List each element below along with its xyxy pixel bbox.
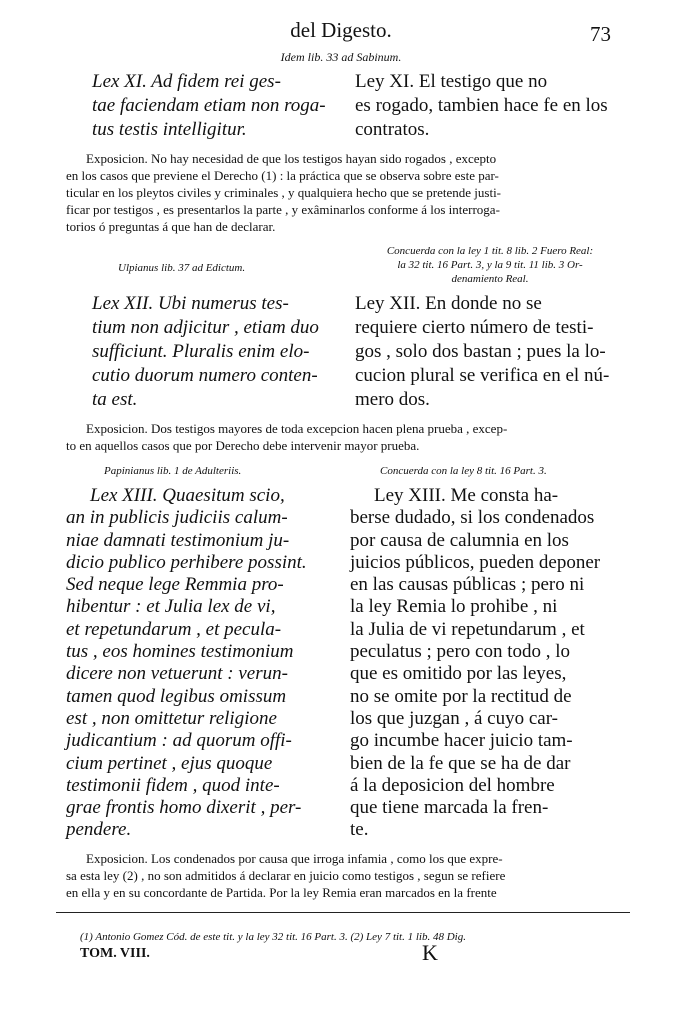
text-line: berse dudado, si los condenados [350,507,595,529]
text-line: Exposicion. Los condenados por causa que irroga infamia , como los que expre- [86,851,503,866]
exposicion-2 [66,420,507,454]
text-line: Lex XI. Ad fidem rei ges- [92,71,281,92]
lex12-latin [92,292,319,412]
text-line: á la deposicion del hombre [350,774,555,796]
text-line: judicantium : ad quorum offi- [66,730,292,752]
gathering-mark: K [422,940,438,965]
text-line: cucion plural se verifica en el nú- [355,365,610,386]
text-line: por causa de calumnia en los [350,529,569,551]
footnote-rule [56,912,630,913]
text-line: et repetundarum , et pecula- [66,618,282,640]
text-line: Sed neque lege Remmia pro- [66,574,284,596]
ley11-spanish [355,70,608,142]
text-line: cutio duorum numero conten- [92,365,318,386]
text-line: que tiene marcada la fren- [350,797,549,819]
text-line: go incumbe hacer juicio tam- [350,730,573,752]
text-line: bien de la fe que se ha de dar [350,752,571,774]
text-line: contratos. [355,119,430,140]
text-line: tus , eos homines testimonium [66,641,294,663]
text-line: que es omitido por las leyes, [350,663,567,685]
text-line: en las causas públicas ; pero ni [350,574,585,596]
text-line: la 32 tit. 16 Part. 3, y la 9 tit. 11 lib. 3 Or- [397,259,583,271]
text-line: tium non adjicitur , etiam duo [92,317,319,338]
text-line: est , non omittetur religione [66,707,277,729]
text-line: testimonii fidem , quod inte- [66,774,280,796]
text-line: pendere. [66,819,132,841]
text-line: Ley XIII. Me consta ha- [374,485,559,506]
text-line: ta est. [92,389,138,410]
running-header: del Digesto. [290,18,392,42]
text-line: dicio publico perhibere possint. [66,551,307,573]
text-line: sufficiunt. Pluralis enim elo- [92,341,310,362]
text-line: la Julia de vi repetundarum , et [350,618,585,640]
text-line: gos , solo dos bastan ; pues la lo- [355,341,606,362]
text-line: dicere non vetuerunt : verun- [66,663,288,685]
text-line: niae damnati testimonium ju- [66,529,290,551]
text-line: peculatus ; pero con todo , lo [350,641,571,663]
text-line: grae frontis homo dixerit , per- [66,797,302,819]
text-line: ficar por testigos , es presentarlos la parte , y exâminarlos conforme á los interroga- [66,202,500,217]
text-line: Exposicion. Dos testigos mayores de toda excepcion hacen plena prueba , excep- [86,421,508,436]
citation-papinianus: Papinianus lib. 1 de Adulteriis. [104,465,242,477]
text-line: mero dos. [355,389,430,410]
text-line: an in publicis judiciis calum- [66,507,288,529]
text-line: Lex XIII. Quaesitum scio, [90,485,285,506]
lex13-latin [66,485,307,842]
volume-signature: TOM. VIII. [80,946,150,961]
citation-idem: Idem lib. 33 ad Sabinum. [280,50,402,64]
text-line: requiere cierto número de testi- [355,317,594,338]
text-line: juicios públicos, pueden deponer [350,551,601,573]
text-line: en los casos que previene el Derecho (1) : la práctica que se observa sobre este par- [66,168,499,183]
text-line: hibentur : et Julia lex de vi, [66,596,276,618]
concordance-12 [355,244,625,286]
text-line: te. [350,819,369,841]
text-line: es rogado, tambien hace fe en los [355,95,608,116]
exposicion-1 [66,150,501,235]
text-line: to en aquellos casos que por Derecho debe intervenir mayor prueba. [66,438,420,453]
text-line: Exposicion. No hay necesidad de que los testigos hayan sido rogados , excepto [86,151,497,166]
text-line: Ley XII. En donde no se [355,293,542,314]
ley13-spanish [350,485,600,842]
text-line: torios ó preguntas á que han de declarar. [66,219,276,234]
text-line: los que juzgan , á cuyo car- [350,707,559,729]
text-line: tus testis intelligitur. [92,119,247,140]
text-line: sa esta ley (2) , no son admitidos á declarar en juicio como testigos , segun se refiere [66,868,506,883]
text-line: tae faciendam etiam non roga- [92,95,326,116]
text-line: en ella y en su concordante de Partida. Por la ley Remia eran marcados en la frente [66,885,497,900]
ley12-spanish [355,292,609,412]
text-line: la ley Remia lo prohibe , ni [350,596,558,618]
footnotes: (1) Antonio Gomez Cód. de este tit. y la ley 32 tit. 16 Part. 3. (2) Ley 7 tit. 1 lib. 48 Dig. [80,931,466,943]
text-line: Ley XI. El testigo que no [355,71,548,92]
text-line: tamen quod legibus omissum [66,685,287,707]
lex11-latin [92,70,326,142]
text-line: no se omite por la rectitud de [350,685,572,707]
citation-ulpianus: Ulpianus lib. 37 ad Edictum. [118,262,246,274]
text-line: denamiento Real. [451,273,529,285]
text-line: ticular en los pleytos civiles y criminales , y qualquiera hecho que se pretende justi- [66,185,502,200]
page-number: 73 [590,22,611,46]
concordance-13: Concuerda con la ley 8 tit. 16 Part. 3. [380,465,547,477]
exposicion-3 [66,850,505,901]
text-line: Concuerda con la ley 1 tit. 8 lib. 2 Fuero Real: [386,245,594,257]
text-line: Lex XII. Ubi numerus tes- [92,293,289,314]
text-line: cium pertinet , ejus quoque [66,752,273,774]
